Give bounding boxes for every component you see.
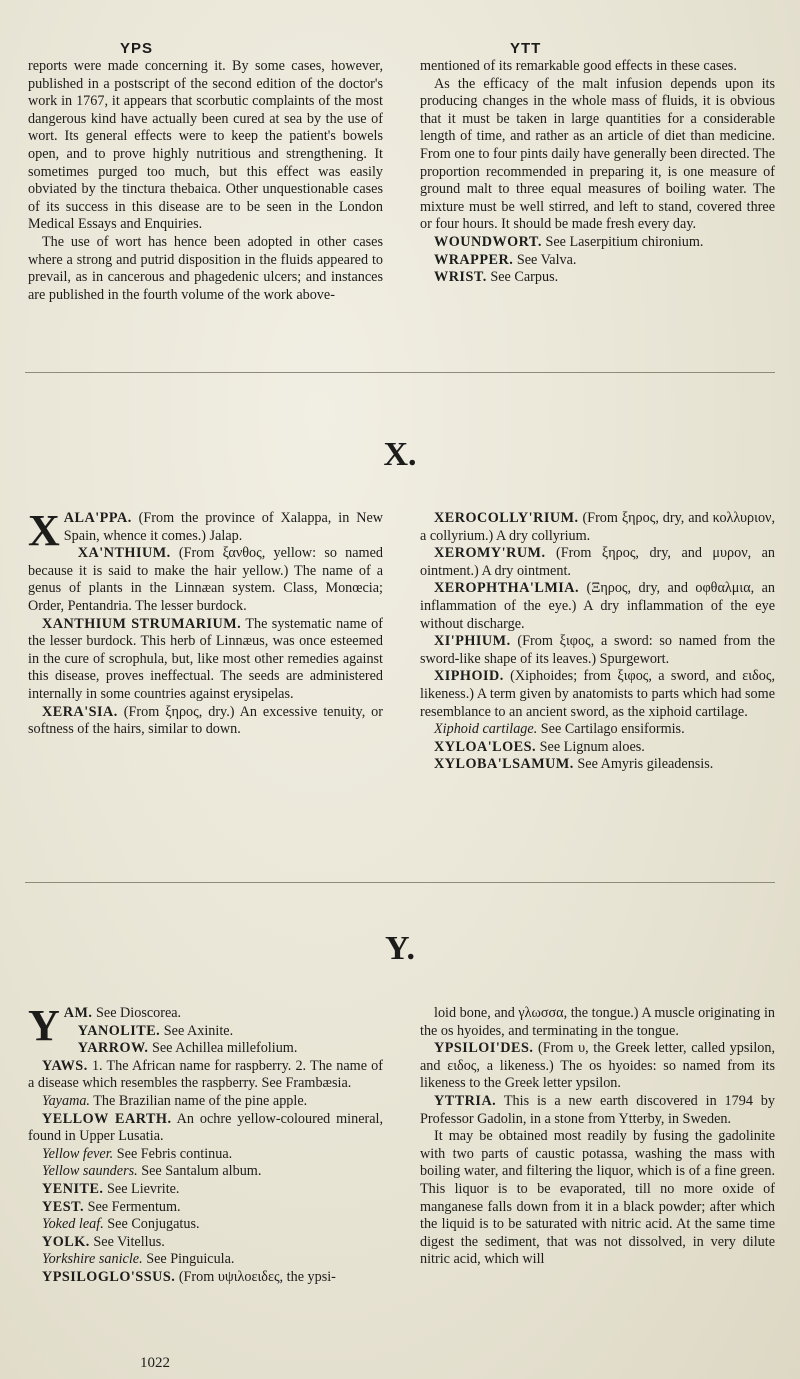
entry-head: YPSILOI'DES. [434,1040,534,1057]
entry-text: See Santalum album. [141,1163,262,1180]
entry-head: YPSILOGLO'SSUS. [42,1268,176,1285]
entry-text: See Conjugatus. [107,1216,200,1233]
entry-text: See Lievrite. [107,1180,180,1197]
y-left-column [28,1001,384,1287]
entry [28,1111,383,1146]
entry-head: XANTHIUM STRUMARIUM. [42,615,242,632]
entry [28,1040,383,1058]
y-right-column [420,1005,775,1269]
entry [28,616,383,704]
x-left-column [28,506,383,739]
entry [420,545,775,580]
paragraph: mentioned of its remarkable good effects in these cases. [420,58,737,74]
entry-head: YTTRIA. [434,1092,497,1109]
entry [420,633,775,668]
entry-text: This is a new earth discovered in 1794 by Professor Gadolin, in a stone from Ytterby, in Sweden. [420,1092,775,1127]
entry-head: WRIST. [434,269,487,286]
entry-text: (From ξηρος, dry, and κολλυριον, a collyrium.) A dry collyrium. [420,510,776,544]
entry-text: loid bone, and γλωσσα, the tongue.) A muscle originating in the os hyoides, and terminating in the tongue. [420,1005,775,1039]
paragraph: The use of wort has hence been adopted in other cases where a strong and putrid disposition in the fluids appeared to prevail, as in cancerous and phagedenic ulcers; and instances are published in the fourth volume of the work above- [28,233,383,303]
entry [28,1234,383,1252]
entry [28,704,383,739]
entry-text: (From υψιλοειδες, the ypsi- [178,1268,336,1285]
entry-head: AM. [63,1005,93,1021]
top-left-column [28,58,383,304]
entry-text: See Laserpitium chironium. [545,233,704,250]
entry [28,1163,383,1181]
entry-head: YARROW. [77,1040,149,1057]
entry [420,668,775,721]
entry [28,1199,383,1217]
entry-text: See Carpus. [490,269,559,286]
top-right-column [420,58,775,287]
entry-head: XIPHOID. [434,668,504,685]
entry-head: YENITE. [42,1180,104,1197]
entry [28,1146,383,1164]
entry-head: Yellow fever. [42,1145,114,1162]
entry-head: YOLK. [42,1233,90,1250]
entry [420,234,775,252]
entry-head: Yellow saunders. [42,1163,138,1180]
entry-text: (From the province of Xalappa, in New Spain, whence it comes.) Jalap. [63,510,383,544]
entry-head: XEROMY'RUM. [434,545,546,562]
entry-head: XYLOA'LOES. [434,738,537,755]
entry-head: YEST. [42,1198,85,1215]
entry [420,252,775,270]
drop-cap: Y [28,1001,60,1050]
entry-head: XEROCOLLY'RIUM. [434,510,579,526]
entry-text: 1. The African name for raspberry. 2. The name of a disease which resembles the raspberry. See Frambæsia. [28,1057,383,1092]
entry-head: WOUNDWORT. [434,233,542,250]
entry-text: See Valva. [516,251,577,268]
entry-text: See Vitellus. [93,1233,165,1250]
entry-text: (From υ, the Greek letter, called ypsilon, and ειδος, a likeness.) The os hyoides: so named from its likeness to the Greek letter ypsilon. [420,1040,775,1092]
entry-text: See Dioscorea. [96,1005,182,1021]
entry [420,721,775,739]
entry [420,756,775,774]
entry-text: See Achillea millefolium. [151,1040,298,1057]
entry-head: YELLOW EARTH. [42,1110,172,1127]
running-head-left: YPS [120,40,154,57]
entry-head: XI'PHIUM. [434,633,511,650]
section-letter-y: Y. [385,930,415,967]
paragraph: reports were made concerning it. By some cases, however, published in a postscript of the second edition of the doctor's work in 1767, it appears that scorbutic complaints of the most dangerous kind have actually been cured at sea by the use of wort. Its general effects were to keep the patient's bowels open, and to prove highly nutritious and strengthening. It sometimes purged too much, but this effect was easily obviated by the tinctura thebaica. Other unquestionable cases of its success in this disease are to be seen in the London Medical Essays and Enquiries. [28,58,383,233]
entry-head: XEROPHTHA'LMIA. [434,580,580,597]
entry-text: (From ξιφος, a sword: so named from the sword-like shape of its leaves.) Spurgewort. [420,633,776,667]
entry [420,269,775,287]
entry-text: The systematic name of the lesser burdock. This herb of Linnæus, was once esteemed in the cure of scrophula, but, like most other remedies against this disease, proves ineffectual. The seeds are administered internally in some countries against erysipelas. [28,615,383,702]
entry-head: Yoked leaf. [42,1216,104,1233]
x-right-column [420,510,775,774]
paragraph: As the efficacy of the malt infusion depends upon its producing changes in the whole mass of fluids, it is obvious that it must be taken in large quantities for a considerable length of time, and rather as an article of diet than medicine. From one to four pints daily have generally been directed. The proportion recommended in preparing it, is one measure of ground malt to three equal measures of boiling water. The mixture must be well stirred, and left to stand, covered three or four hours. It should be made fresh every day. [420,75,775,233]
entry [28,1023,383,1041]
entry-text: See Pinguicula. [146,1251,235,1268]
entry [28,545,383,615]
entry-text: (From ξηρος, dry.) An excessive tenuity, or softness of the hairs, similar to down. [28,703,383,738]
entry-text: An ochre yellow-coloured mineral, found in Upper Lusatia. [28,1110,384,1145]
entry-text: (From ξηρος, dry, and μυρον, an ointment.) A dry ointment. [420,545,776,579]
entry-text: See Febris continua. [116,1145,233,1162]
entry-head: YAWS. [42,1057,88,1074]
entry-head: XYLOBA'LSAMUM. [434,756,574,773]
entry-text: (Xiphoides; from ξιφος, a sword, and ειδος, likeness.) A term given by anatomists to parts which had some resemblance to an ancient sword, as the xiphoid cartilage. [420,668,775,720]
entry-text: See Fermentum. [87,1198,181,1215]
entry-text: It may be obtained most readily by fusing the gadolinite with two parts of caustic potassa, washing the mass with boiling water, and filtering the liquor, which is of a fine green. This liquor is to be evaporated, till no more oxide of manganese falls down from it in a black powder; after which the liquid is to be saturated with nitric acid. At the same time digest the sediment, that was not dissolved, in very dilute nitric acid, which will [420,1128,775,1268]
entry-head: Xiphoid cartilage. [434,721,538,738]
entry [420,1040,775,1093]
entry [420,580,775,633]
entry-text: The Brazilian name of the pine apple. [93,1092,308,1109]
entry-head: ALA'PPA. [63,510,132,526]
entry-text: See Amyris gileadensis. [577,756,714,773]
entry [420,739,775,757]
entry [420,510,775,545]
entry [420,1093,775,1128]
section-letter-x: X. [383,436,417,473]
entry [420,1005,775,1040]
entry-head: YANOLITE. [77,1022,161,1039]
entry [28,1093,383,1111]
entry [28,1269,383,1287]
entry [420,1128,775,1269]
entry [28,1216,383,1234]
entry-head: XA'NTHIUM. [77,545,171,562]
drop-cap: X [28,506,60,555]
entry [28,1058,383,1093]
entry-text: See Lignum aloes. [539,738,645,755]
entry-text: See Cartilago ensiformis. [540,721,685,738]
entry-head: WRAPPER. [434,251,514,268]
entry [28,1181,383,1199]
section-rule [25,882,775,883]
running-head-right: YTT [510,40,542,57]
entry-text: (Ξηρος, dry, and οφθαλμια, an inflammation of the eye.) A dry inflammation of the eye without discharge. [420,580,776,632]
entry [28,1251,383,1269]
entry-text: See Axinite. [163,1022,234,1039]
entry-head: XERA'SIA. [42,703,118,720]
entry-head: Yorkshire sanicle. [42,1251,143,1268]
section-rule [25,372,775,373]
entry-text: (From ξανθος, yellow: so named because it is said to make the hair yellow.) The name of a genus of plants in the Linnæan system. Class, Monœcia; Order, Pentandria. The lesser burdock. [28,545,383,614]
entry-head: Yayama. [42,1092,90,1109]
page-number: 1022 [140,1355,170,1371]
